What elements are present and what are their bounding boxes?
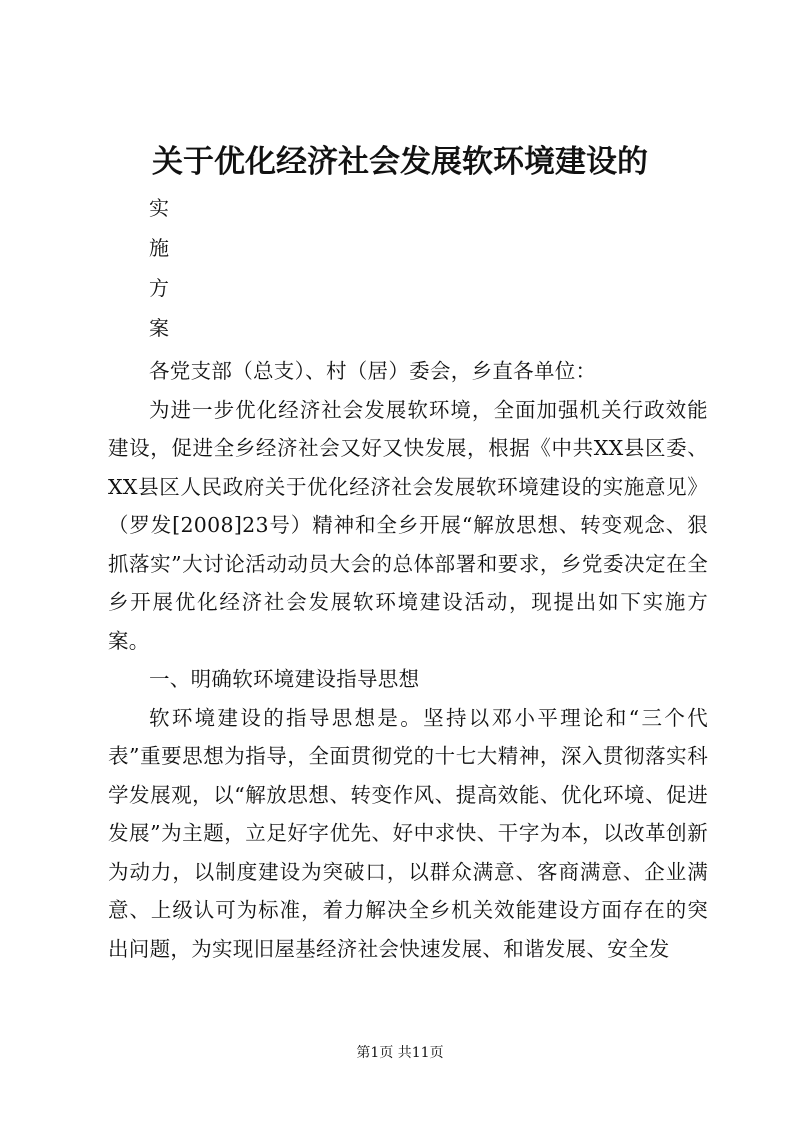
- document-body: [108, 352, 708, 968]
- body-paragraph: 为进一步优化经济社会发展软环境，全面加强机关行政效能建设，促进全乡经济社会又好又快发展，根据《中共XX县区委、XX县区人民政府关于优化经济社会发展软环境建设的实施意见》（罗发[2008]23号）精神和全乡开展“解放思想、转变观念、狠抓落实”大讨论活动动员大会的总体部署和要求，乡党委决定在全乡开展优化经济社会发展软环境建设活动，现提出如下实施方案。: [108, 397, 708, 653]
- page-footer: 第1页 共11页: [356, 1045, 444, 1061]
- title-vertical-char: 实: [149, 196, 169, 220]
- body-paragraph: 软环境建设的指导思想是。坚持以邓小平理论和“三个代表”重要思想为指导，全面贯彻党的十七大精神，深入贯彻落实科学发展观，以“解放思想、转变作风、提高效能、优化环境、促进发展”为主题，立足好字优先、好中求快、干字为本，以改革创新为动力，以制度建设为突破口，以群众满意、客商满意、企业满意、上级认可为标准，着力解决全乡机关效能建设方面存在的突出问题，为实现旧屋基经济社会快速发展、和谐发展、安全发: [108, 705, 708, 961]
- section-heading: 一、明确软环境建设指导思想: [149, 667, 420, 691]
- title-vertical-char: 施: [149, 236, 169, 260]
- title-vertical-char: 方: [149, 276, 169, 300]
- document-title: 关于优化经济社会发展软环境建设的: [152, 144, 648, 180]
- title-vertical-char: 案: [149, 316, 169, 340]
- salutation: 各党支部（总支）、村（居）委会，乡直各单位：: [149, 359, 597, 383]
